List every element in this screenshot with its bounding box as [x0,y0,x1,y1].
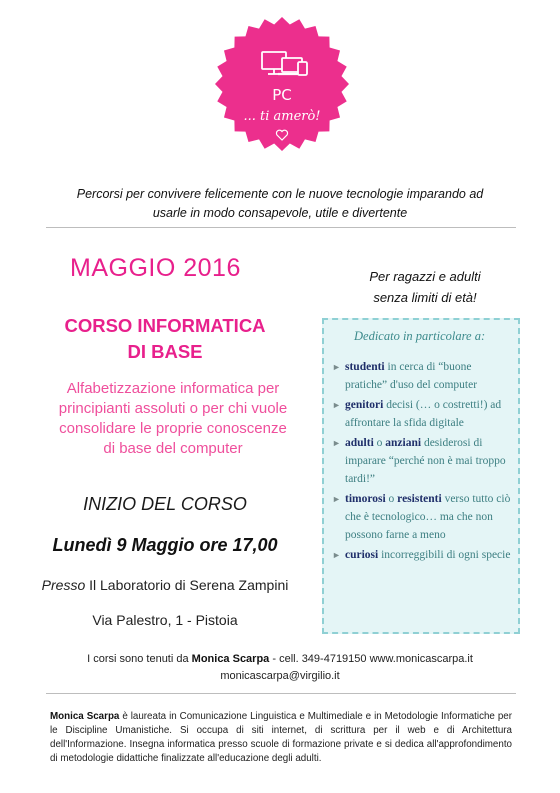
dedicated-list [332,358,512,564]
audience-line-2: senza limiti di età! [373,290,477,305]
course-title-line-1: CORSO INFORMATICA [64,315,266,336]
intro-line-2: usarle in modo consapevole, utile e divertente [152,206,408,220]
course-desc-line: principianti assoluti o per chi vuole [58,400,288,417]
intro-line-1: Percorsi per convivere felicemente con le nuove tecnologie imparando ad [76,187,484,201]
dedicated-box [322,318,520,634]
dedicated-title: Dedicato in particolare a: [354,329,486,343]
audience-note [330,266,520,308]
start-label: INIZIO DEL CORSO [83,494,247,514]
intro-text [40,185,520,223]
course-desc-line: di base del computer [103,440,243,457]
teacher-name: Monica Scarpa [191,653,270,665]
audience-connector: o [373,437,386,449]
list-item [332,546,512,564]
bio-text: è laureata in Comunicazione Linguistica e Multimediale e in Metodologie Informatiche per le Discipline Umanistiche. Si occupa di siti internet, di scrittura per il web e di Architettura dell'Informazione. Insegna informatica presso scuole di formazione private e si dedica all'approfondimento di metodologie didattiche finalizzate all'educazione degli adulti. [50,711,512,764]
audience-desc: in cerca di “buone pratiche” d'uso del computer [345,361,478,391]
audience-type: timorosi [345,493,386,505]
audience-desc: desiderosi di imparare “perché non è mai troppo tardi!” [345,437,506,485]
audience-desc: verso tutto ciò che è tecnologico… ma che non possono farne a meno [345,493,511,541]
bullet-arrow-icon: ► [332,494,341,504]
audience-connector: o [385,493,398,505]
pc-ti-amero-badge [214,16,350,152]
list-item [332,434,512,488]
audience-type: genitori [345,399,384,411]
badge-line1: PC [272,86,292,104]
bullet-arrow-icon: ► [332,550,341,560]
list-item [332,396,512,432]
list-item [332,358,512,394]
course-title-line-2: DI BASE [127,341,203,362]
venue-name: Il Laboratorio di Serena Zampini [85,577,289,593]
bullet-arrow-icon: ► [332,362,341,372]
start-date: Lunedì 9 Maggio ore 17,00 [52,535,278,555]
audience-type: studenti [345,361,385,373]
divider-top [46,227,516,228]
audience-desc: incorreggibili di ogni specie [378,549,511,561]
bio [50,710,512,766]
address: Via Palestro, 1 - Pistoia [92,612,238,628]
venue-prefix: Presso [41,577,86,593]
list-item [332,490,512,544]
audience-line-1: Per ragazzi e adulti [369,269,481,284]
audience-type: adulti [345,437,374,449]
contact-email: monicascarpa@virgilio.it [220,670,340,682]
bullet-arrow-icon: ► [332,438,341,448]
course-title [40,313,290,365]
badge-line2: ... ti amerò! [243,109,321,124]
venue [20,577,310,593]
course-desc-line: Alfabetizzazione informatica per [66,380,280,397]
month-heading: MAGGIO 2016 [70,254,241,282]
course-description [28,379,318,459]
contact-line-1 [40,651,520,668]
contact-info [40,651,520,685]
audience-type: anziani [385,437,422,449]
audience-type: curiosi [345,549,379,561]
contact-details: - cell. 349-4719150 www.monicascarpa.it [269,653,473,665]
audience-type: resistenti [397,493,442,505]
course-desc-line: consolidare le proprie conoscenze [59,420,287,437]
bio-name: Monica Scarpa [50,711,120,722]
contact-prefix: I corsi sono tenuti da [87,653,192,665]
audience-desc: decisi (… o costretti!) ad affrontare la sfida digitale [345,399,502,429]
divider-bottom [46,693,516,694]
bullet-arrow-icon: ► [332,400,341,410]
